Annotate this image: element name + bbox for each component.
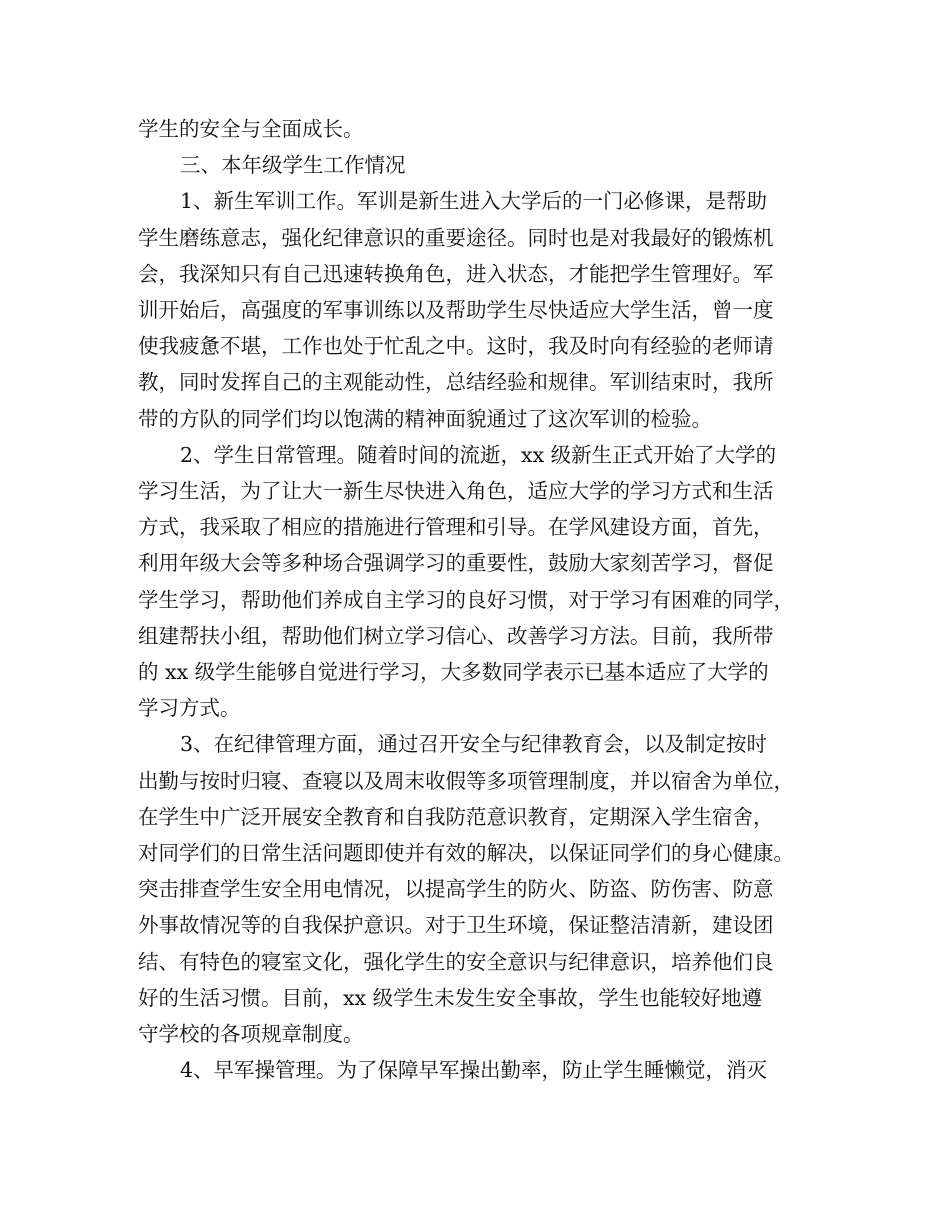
text-line: 带的方队的同学们均以饱满的精神面貌通过了这次军训的检验。 [138,406,712,431]
text-line: 方式，我采取了相应的措施进行管理和引导。在学风建设方面，首先， [138,515,774,540]
text-line: 学生磨练意志，强化纪律意识的重要途径。同时也是对我最好的锻炼机 [138,225,774,250]
text-line: 学生学习，帮助他们养成自主学习的良好习惯，对于学习有困难的同学， [138,587,794,612]
text-line: 1、新生军训工作。军训是新生进入大学后的一门必修课，是帮助 [180,189,768,214]
text-line: 学习方式。 [138,696,241,721]
text-line: 训开始后，高强度的军事训练以及帮助学生尽快适应大学生活，曾一度 [138,298,774,322]
text-line: 出勤与按时归寝、查寝以及周末收假等多项管理制度，并以宿舍为单位， [138,768,794,793]
text-line: 守学校的各项规章制度。 [138,1022,364,1046]
text-line: 4、早军操管理。为了保障早军操出勤率，防止学生睡懒觉，消灭 [180,1058,768,1083]
text-line: 好的生活习惯。目前，xx 级学生未发生安全事故，学生也能较好地遵 [138,985,763,1010]
text-line: 学习生活，为了让大一新生尽快进入角色，适应大学的学习方式和生活 [138,479,774,503]
text-line: 三、本年级学生工作情况 [180,153,406,178]
text-line: 突击排查学生安全用电情况，以提高学生的防火、防盗、防伤害、防意 [138,877,774,902]
text-line: 教，同时发挥自己的主观能动性，总结经验和规律。军训结束时，我所 [138,370,774,395]
text-line: 学生的安全与全面成长。 [138,117,364,141]
text-line: 组建帮扶小组，帮助他们树立学习信心、改善学习方法。目前，我所带 [138,623,774,648]
text-line: 在学生中广泛开展安全教育和自我防范意识教育，定期深入学生宿舍， [138,804,774,829]
text-line: 会，我深知只有自己迅速转换角色，进入状态，才能把学生管理好。军 [138,261,774,286]
text-line: 外事故情况等的自我保护意识。对于卫生环境，保证整洁清新，建设团 [138,913,774,938]
text-line: 对同学们的日常生活问题即使并有效的解决，以保证同学们的身心健康。 [138,841,794,865]
text-line: 3、在纪律管理方面，通过召开安全与纪律教育会，以及制定按时 [180,732,768,757]
text-line: 的 xx 级学生能够自觉进行学习，大多数同学表示已基本适应了大学的 [138,660,769,684]
text-line: 结、有特色的寝室文化，强化学生的安全意识与纪律意识，培养他们良 [138,949,774,974]
text-line: 利用年级大会等多种场合强调学习的重要性，鼓励大家刻苦学习，督促 [138,551,774,576]
text-line: 使我疲惫不堪，工作也处于忙乱之中。这时，我及时向有经验的老师请 [138,334,774,359]
text-line: 2、学生日常管理。随着时间的流逝，xx 级新生正式开始了大学的 [180,442,777,467]
